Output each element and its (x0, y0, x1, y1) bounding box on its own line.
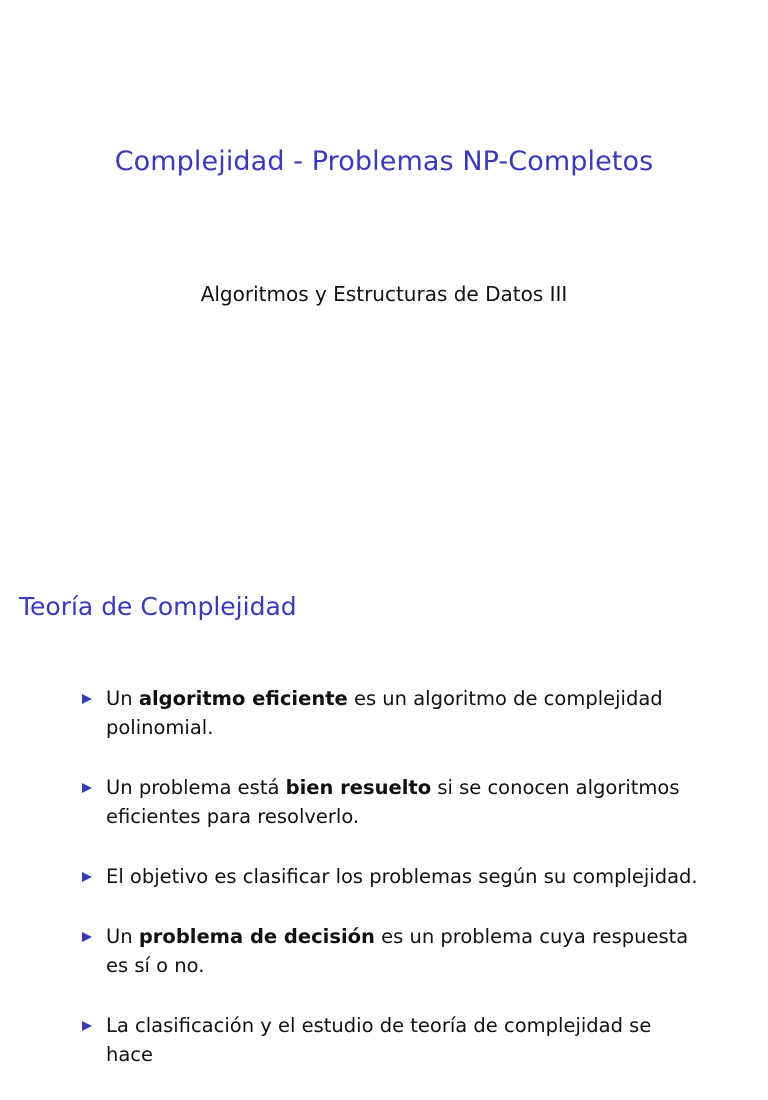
bullet-item (80, 862, 700, 891)
bullet-text-post: es un problema cuya respuesta es sí o no. (106, 925, 689, 977)
bullet-item (80, 1011, 700, 1069)
bullet-text-pre: El objetivo es clasificar los problemas según su complejidad. (106, 865, 698, 888)
bullet-text-pre: Un problema está (106, 776, 286, 799)
triangle-right-icon (82, 783, 92, 793)
bullet-text-pre: Un (106, 925, 139, 948)
bullet-text-bold: bien resuelto (285, 776, 432, 799)
triangle-right-icon (82, 872, 92, 882)
course-subtitle: Algoritmos y Estructuras de Datos III (200, 282, 568, 306)
bullet-text-post: es un algoritmo de complejidad polinomial. (106, 687, 663, 739)
bullet-text-bold: problema de decisión (138, 925, 375, 948)
triangle-right-icon (82, 694, 92, 704)
bullet-item (80, 684, 700, 742)
bullet-text-pre: Un (106, 687, 139, 710)
bullet-item (80, 922, 700, 980)
bullet-item (80, 773, 700, 831)
triangle-right-icon (82, 1021, 92, 1031)
bullet-list (80, 684, 700, 1100)
bullet-text-post: si se conocen algoritmos eficientes para resolverlo. (106, 776, 680, 828)
triangle-right-icon (82, 932, 92, 942)
bullet-text-pre: La clasificación y el estudio de teoría de complejidad se hace (106, 1014, 652, 1066)
frame-title: Teoría de Complejidad (19, 592, 297, 621)
presentation-title: Complejidad - Problemas NP-Completos (114, 146, 654, 177)
bullet-text-bold: algoritmo eficiente (138, 687, 348, 710)
content-slide (0, 560, 768, 1066)
